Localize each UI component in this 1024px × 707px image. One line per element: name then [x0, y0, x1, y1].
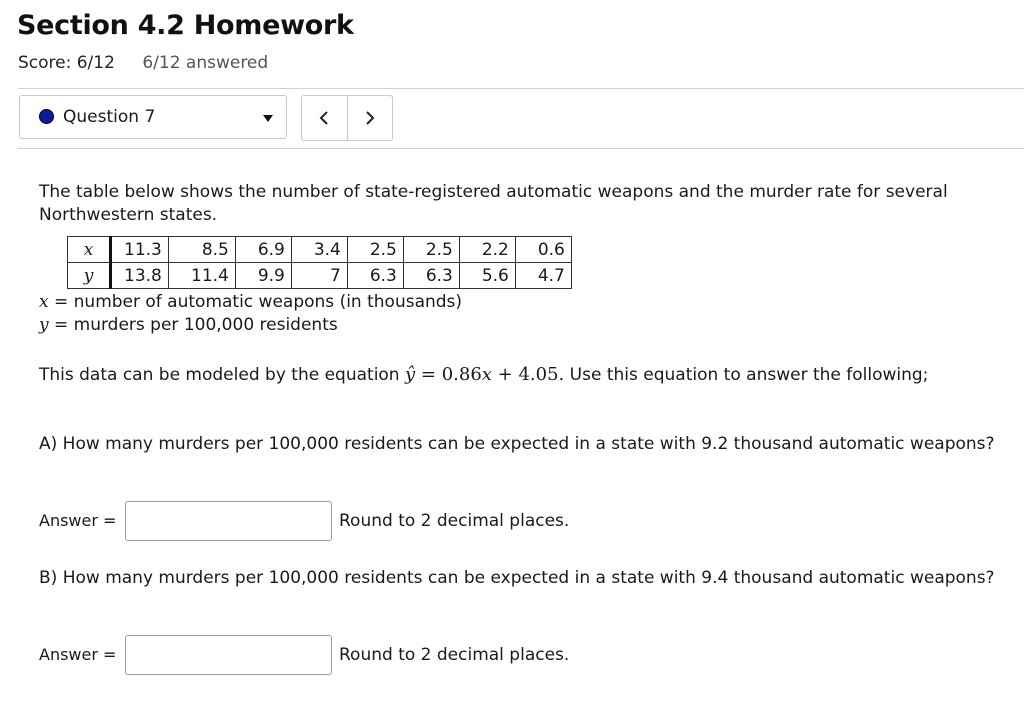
answer-a-label: Answer =	[39, 511, 117, 530]
part-a-question: A) How many murders per 100,000 residents can be expected in a state with 9.2 thousand automatic weapons?	[39, 434, 995, 454]
table-cell: 11.3	[111, 237, 169, 263]
answer-b-hint: Round to 2 decimal places.	[339, 645, 570, 665]
chevron-down-icon	[263, 115, 273, 122]
score-text: Score: 6/12	[18, 53, 115, 73]
chevron-left-icon	[319, 111, 329, 125]
table-cell: 11.4	[168, 263, 235, 289]
score-row	[18, 53, 268, 73]
next-question-button[interactable]	[347, 96, 393, 140]
model-prefix: This data can be modeled by the equation	[39, 365, 405, 385]
table-cell: 6.9	[235, 237, 291, 263]
definition-y-text: = murders per 100,000 residents	[48, 315, 338, 335]
x-symbol: x	[481, 364, 492, 385]
answer-a-input[interactable]	[125, 501, 332, 541]
model-equation-text	[39, 364, 928, 385]
part-b-question: B) How many murders per 100,000 residents can be expected in a state with 9.4 thousand automatic weapons?	[39, 568, 995, 588]
table-cell: 2.5	[347, 237, 403, 263]
y-hat-symbol: ŷ	[405, 364, 416, 385]
equation-period: .	[558, 364, 565, 385]
table-cell: 2.2	[459, 237, 515, 263]
table-cell: 6.3	[403, 263, 459, 289]
model-equation	[405, 364, 564, 385]
table-cell: 6.3	[347, 263, 403, 289]
question-status-dot-icon	[39, 109, 54, 124]
table-row-x	[68, 237, 572, 263]
data-table	[67, 236, 572, 289]
answer-b-input[interactable]	[125, 635, 332, 675]
definition-x	[39, 292, 462, 312]
divider-bottom	[18, 148, 1024, 149]
plus-sign: +	[491, 364, 519, 385]
table-cell: 2.5	[403, 237, 459, 263]
table-cell: 8.5	[168, 237, 235, 263]
equals-sign: =	[415, 364, 442, 385]
slope-value: 0.86	[441, 364, 482, 385]
table-cell: 7	[291, 263, 347, 289]
question-select-label: Question 7	[63, 107, 156, 127]
intercept-value: 4.05	[518, 364, 559, 385]
table-header-x: x	[68, 237, 111, 263]
model-suffix: Use this equation to answer the following;	[564, 365, 929, 385]
definition-y	[39, 315, 338, 335]
divider-top	[18, 88, 1024, 89]
definition-x-text: = number of automatic weapons (in thousands)	[48, 292, 463, 312]
table-cell: 0.6	[515, 237, 571, 263]
question-nav-group	[301, 95, 393, 141]
answer-a-hint: Round to 2 decimal places.	[339, 511, 570, 531]
chevron-right-icon	[365, 111, 375, 125]
question-intro: The table below shows the number of state-registered automatic weapons and the murder rate for several Northwestern states.	[39, 182, 948, 225]
table-cell: 3.4	[291, 237, 347, 263]
table-row-y	[68, 263, 572, 289]
page-title: Section 4.2 Homework	[17, 10, 354, 41]
table-header-y: y	[68, 263, 111, 289]
answered-count: 6/12 answered	[142, 53, 269, 73]
previous-question-button[interactable]	[302, 96, 347, 140]
table-cell: 5.6	[459, 263, 515, 289]
question-select-dropdown[interactable]	[19, 95, 287, 139]
table-cell: 13.8	[111, 263, 169, 289]
table-cell: 4.7	[515, 263, 571, 289]
table-cell: 9.9	[235, 263, 291, 289]
answer-b-label: Answer =	[39, 645, 117, 664]
definition-y-var: y	[39, 315, 49, 335]
definition-x-var: x	[39, 292, 49, 312]
